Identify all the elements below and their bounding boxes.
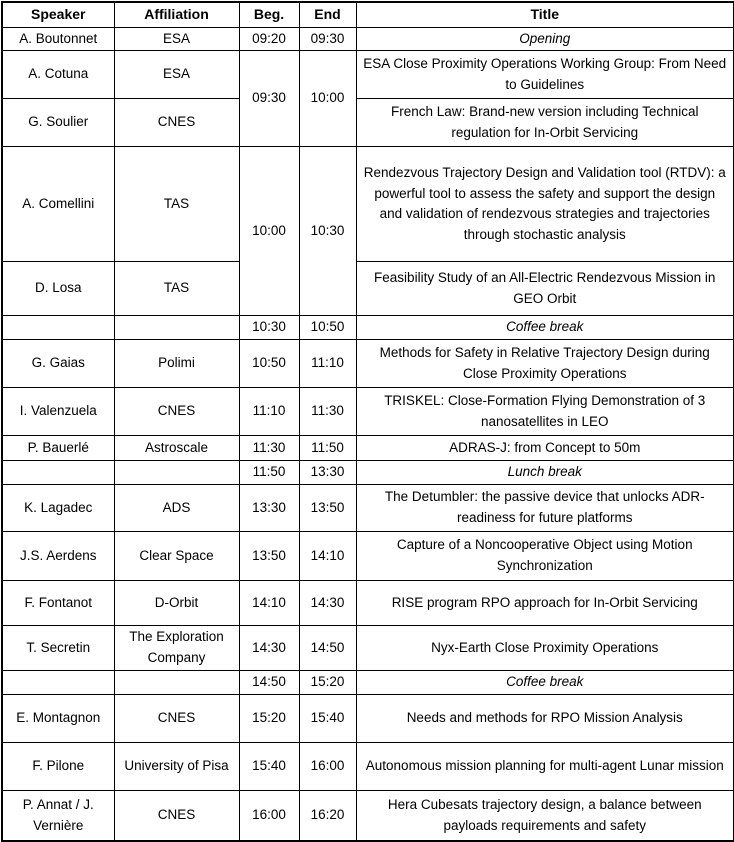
speaker-cell: F. Pilone: [2, 743, 114, 791]
affiliation-cell: D-Orbit: [114, 581, 239, 626]
table-row: [2, 51, 734, 99]
affiliation-cell: ESA: [114, 51, 239, 99]
beg-cell: 11:30: [239, 436, 299, 461]
speaker-cell: [2, 671, 114, 695]
break-row: [2, 671, 734, 695]
end-cell: 10:00: [299, 51, 356, 147]
affiliation-cell: CNES: [114, 99, 239, 147]
speaker-cell: G. Gaias: [2, 340, 114, 388]
speaker-cell: T. Secretin: [2, 626, 114, 671]
beg-cell: 09:20: [239, 27, 299, 51]
affiliation-cell: CNES: [114, 388, 239, 436]
beg-cell: 10:00: [239, 147, 299, 316]
beg-cell: 14:10: [239, 581, 299, 626]
beg-cell: 13:50: [239, 532, 299, 581]
beg-cell: 10:50: [239, 340, 299, 388]
end-cell: 10:30: [299, 147, 356, 316]
affiliation-cell: TAS: [114, 147, 239, 262]
speaker-cell: P. Annat / J. Vernière: [2, 791, 114, 841]
speaker-cell: D. Losa: [2, 262, 114, 316]
table-row: [2, 27, 734, 51]
beg-cell: 14:30: [239, 626, 299, 671]
schedule-table: [1, 1, 734, 842]
title-cell: Nyx-Earth Close Proximity Operations: [356, 626, 734, 671]
end-cell: 16:00: [299, 743, 356, 791]
title-cell: Capture of a Noncooperative Object using Motion Synchronization: [356, 532, 734, 581]
title-cell: RISE program RPO approach for In-Orbit Servicing: [356, 581, 734, 626]
table-row: [2, 99, 734, 147]
affiliation-cell: Clear Space: [114, 532, 239, 581]
break-row: [2, 461, 734, 485]
speaker-cell: K. Lagadec: [2, 485, 114, 532]
speaker-cell: P. Bauerlé: [2, 436, 114, 461]
end-cell: 16:20: [299, 791, 356, 841]
header-row: [2, 2, 734, 27]
speaker-cell: J.S. Aerdens: [2, 532, 114, 581]
break-row: [2, 316, 734, 340]
end-cell: 15:20: [299, 671, 356, 695]
table-row: [2, 147, 734, 262]
end-cell: 14:10: [299, 532, 356, 581]
end-cell: 13:50: [299, 485, 356, 532]
title-cell: TRISKEL: Close-Formation Flying Demonstration of 3 nanosatellites in LEO: [356, 388, 734, 436]
affiliation-cell: TAS: [114, 262, 239, 316]
affiliation-cell: [114, 316, 239, 340]
beg-cell: 10:30: [239, 316, 299, 340]
beg-cell: 13:30: [239, 485, 299, 532]
title-cell: Feasibility Study of an All-Electric Rendezvous Mission in GEO Orbit: [356, 262, 734, 316]
affiliation-cell: [114, 671, 239, 695]
speaker-cell: F. Fontanot: [2, 581, 114, 626]
affiliation-cell: [114, 461, 239, 485]
table-row: [2, 626, 734, 671]
title-cell: French Law: Brand-new version including Technical regulation for In-Orbit Servicing: [356, 99, 734, 147]
affiliation-cell: CNES: [114, 791, 239, 841]
speaker-cell: [2, 461, 114, 485]
title-cell: Lunch break: [356, 461, 734, 485]
title-cell: Opening: [356, 27, 734, 51]
header-title: Title: [356, 2, 734, 27]
title-cell: Coffee break: [356, 671, 734, 695]
speaker-cell: I. Valenzuela: [2, 388, 114, 436]
speaker-cell: A. Cotuna: [2, 51, 114, 99]
beg-cell: 09:30: [239, 51, 299, 147]
header-beg: Beg.: [239, 2, 299, 27]
affiliation-cell: ESA: [114, 27, 239, 51]
header-affiliation: Affiliation: [114, 2, 239, 27]
beg-cell: 15:20: [239, 695, 299, 743]
table-row: [2, 340, 734, 388]
table-row: [2, 485, 734, 532]
affiliation-cell: Astroscale: [114, 436, 239, 461]
end-cell: 09:30: [299, 27, 356, 51]
title-cell: Coffee break: [356, 316, 734, 340]
title-cell: ESA Close Proximity Operations Working Group: From Need to Guidelines: [356, 51, 734, 99]
end-cell: 14:50: [299, 626, 356, 671]
end-cell: 11:30: [299, 388, 356, 436]
beg-cell: 16:00: [239, 791, 299, 841]
title-cell: Needs and methods for RPO Mission Analysis: [356, 695, 734, 743]
end-cell: 11:10: [299, 340, 356, 388]
header-end: End: [299, 2, 356, 27]
beg-cell: 14:50: [239, 671, 299, 695]
end-cell: 10:50: [299, 316, 356, 340]
affiliation-cell: The Exploration Company: [114, 626, 239, 671]
beg-cell: 15:40: [239, 743, 299, 791]
speaker-cell: [2, 316, 114, 340]
end-cell: 14:30: [299, 581, 356, 626]
speaker-cell: A. Boutonnet: [2, 27, 114, 51]
speaker-cell: G. Soulier: [2, 99, 114, 147]
table-row: [2, 743, 734, 791]
title-cell: The Detumbler: the passive device that unlocks ADR-readiness for future platforms: [356, 485, 734, 532]
title-cell: Hera Cubesats trajectory design, a balance between payloads requirements and safety: [356, 791, 734, 841]
affiliation-cell: University of Pisa: [114, 743, 239, 791]
end-cell: 15:40: [299, 695, 356, 743]
speaker-cell: E. Montagnon: [2, 695, 114, 743]
end-cell: 13:30: [299, 461, 356, 485]
speaker-cell: A. Comellini: [2, 147, 114, 262]
table-row: [2, 791, 734, 841]
table-row: [2, 436, 734, 461]
header-speaker: Speaker: [2, 2, 114, 27]
affiliation-cell: Polimi: [114, 340, 239, 388]
table-row: [2, 695, 734, 743]
title-cell: ADRAS-J: from Concept to 50m: [356, 436, 734, 461]
title-cell: Methods for Safety in Relative Trajectory Design during Close Proximity Operations: [356, 340, 734, 388]
affiliation-cell: CNES: [114, 695, 239, 743]
beg-cell: 11:50: [239, 461, 299, 485]
table-row: [2, 581, 734, 626]
table-row: [2, 262, 734, 316]
title-cell: Autonomous mission planning for multi-agent Lunar mission: [356, 743, 734, 791]
beg-cell: 11:10: [239, 388, 299, 436]
affiliation-cell: ADS: [114, 485, 239, 532]
end-cell: 11:50: [299, 436, 356, 461]
title-cell: Rendezvous Trajectory Design and Validation tool (RTDV): a powerful tool to assess the safety and support the design and validation of rendezvous strategies and trajectories through stochastic analysis: [356, 147, 734, 262]
table-row: [2, 532, 734, 581]
table-row: [2, 388, 734, 436]
